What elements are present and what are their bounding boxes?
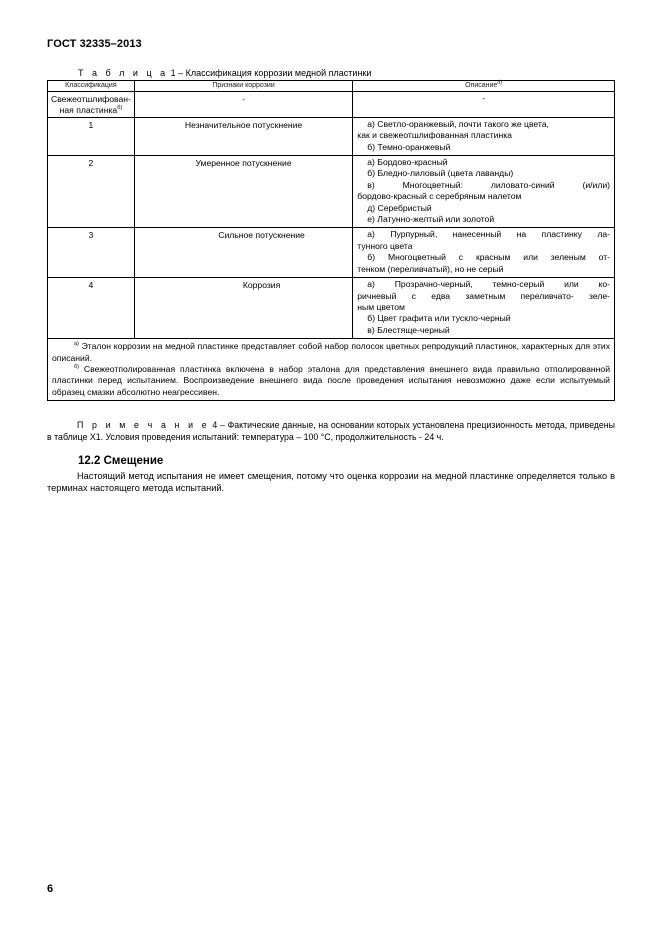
description-line: ным цветом (357, 301, 405, 312)
description-line: а) Пурпурный, нанесенный на пластинку ла- (367, 229, 610, 240)
description-line: б) Темно-оранжевый (367, 141, 451, 152)
cell-signs: Коррозия (134, 278, 352, 339)
page-number: 6 (47, 883, 54, 895)
cell-description (353, 228, 615, 278)
cell-classification: 4 (48, 278, 135, 339)
cell-description (353, 278, 615, 339)
description-line: б) Бледно-лиловый (цвета лаванды) (367, 168, 514, 179)
table-caption-title: 1 – Классификация коррозии медной пластинки (168, 68, 372, 78)
table-caption (78, 68, 371, 78)
footnote-mark: а) (74, 341, 79, 348)
description-line: ричневый с едва заметным переливчато- зеле- (357, 290, 610, 301)
note-label: П р и м е ч а н и е (77, 420, 210, 430)
cell-description (353, 117, 615, 155)
cell-signs: Незначительное потускнение (134, 117, 352, 155)
corrosion-table (47, 80, 615, 401)
description-line: тунного цвета (357, 240, 413, 251)
table-footnote: $^{а)}$ Эталон коррозии на медной пластинке представляет собой набор полосок цветных репродукций пластинок, характерных для этих описаний. (52, 341, 610, 363)
table-row (48, 278, 615, 339)
cell-signs: - (134, 92, 352, 118)
table-footnotes (48, 339, 615, 401)
table-footnotes-row (48, 339, 615, 401)
footnote-mark: б) (74, 364, 79, 371)
col-header-classification: Классификация (48, 81, 135, 92)
cell-description (353, 156, 615, 228)
description-line: д) Серебристый (367, 202, 432, 213)
description-line: как и свежеотшлифованная пластинка (357, 130, 512, 141)
cell-signs: Сильное потускнение (134, 228, 352, 278)
note-paragraph (47, 419, 615, 443)
description-line: б) Многоцветный с красным или зеленым от- (367, 252, 610, 263)
table-row (48, 117, 615, 155)
description-line: е) Латунно-желтый или золотой (367, 214, 495, 225)
table-row (48, 92, 615, 118)
description-line: б) Цвет графита или тускло-черный (367, 313, 511, 324)
description-line: тенком (переливчатый), но не серый (357, 263, 504, 274)
description-line: бордово-красный с серебряным налетом (357, 191, 522, 202)
footnote-mark: а) (497, 79, 503, 86)
description-line: а) Прозрачно-черный, темно-серый или ко- (367, 279, 610, 290)
description-line: в) Блестяще-черный (367, 324, 450, 335)
description-line: в) Многоцветный: лиловато-синий (и/или) (367, 179, 610, 190)
table-row (48, 156, 615, 228)
table-caption-label: Т а б л и ц а (78, 68, 169, 78)
cell-classification: 2 (48, 156, 135, 228)
col-header-description: Описание$^{а)}$ (353, 81, 615, 92)
table-footnote: $^{б)}$ Свежеотполированная пластинка включена в набор эталона для представления внешнего вида правильно отполированной пластинки перед испытанием. Воспроизведение внешнего вида после проведения испытания невозможно даже если испытуемый образец смазки абсолютно неагрессивен. (52, 363, 610, 397)
table-header-row (48, 81, 615, 92)
table-row (48, 228, 615, 278)
description-line: а) Светло-оранжевый, почти такого же цвета, (367, 118, 549, 129)
description-line: а) Бордово-красный (367, 157, 448, 168)
cell-classification: Свежеотшлифован-ная пластинка$^{б)}$ (48, 92, 135, 118)
footnote-mark: б) (117, 105, 123, 112)
cell-signs: Умеренное потускнение (134, 156, 352, 228)
document-number: ГОСТ 32335–2013 (47, 38, 142, 50)
col-header-signs: Признаки коррозии (134, 81, 352, 92)
section-body: Настоящий метод испытания не имеет смещения, потому что оценка коррозии на медной пластинке определяется только в терминах настоящего метода испытаний. (47, 471, 615, 494)
cell-description: - (353, 92, 615, 118)
section-heading: 12.2 Смещение (78, 455, 164, 467)
cell-classification: 1 (48, 117, 135, 155)
note-text: 4 – Фактические данные, на основании которых установлена прецизионность метода, приведены в таблице Х1. Условия проведения испытаний: температура – 100 °С, продолжительность - 24 ч. (47, 420, 615, 442)
cell-classification: 3 (48, 228, 135, 278)
